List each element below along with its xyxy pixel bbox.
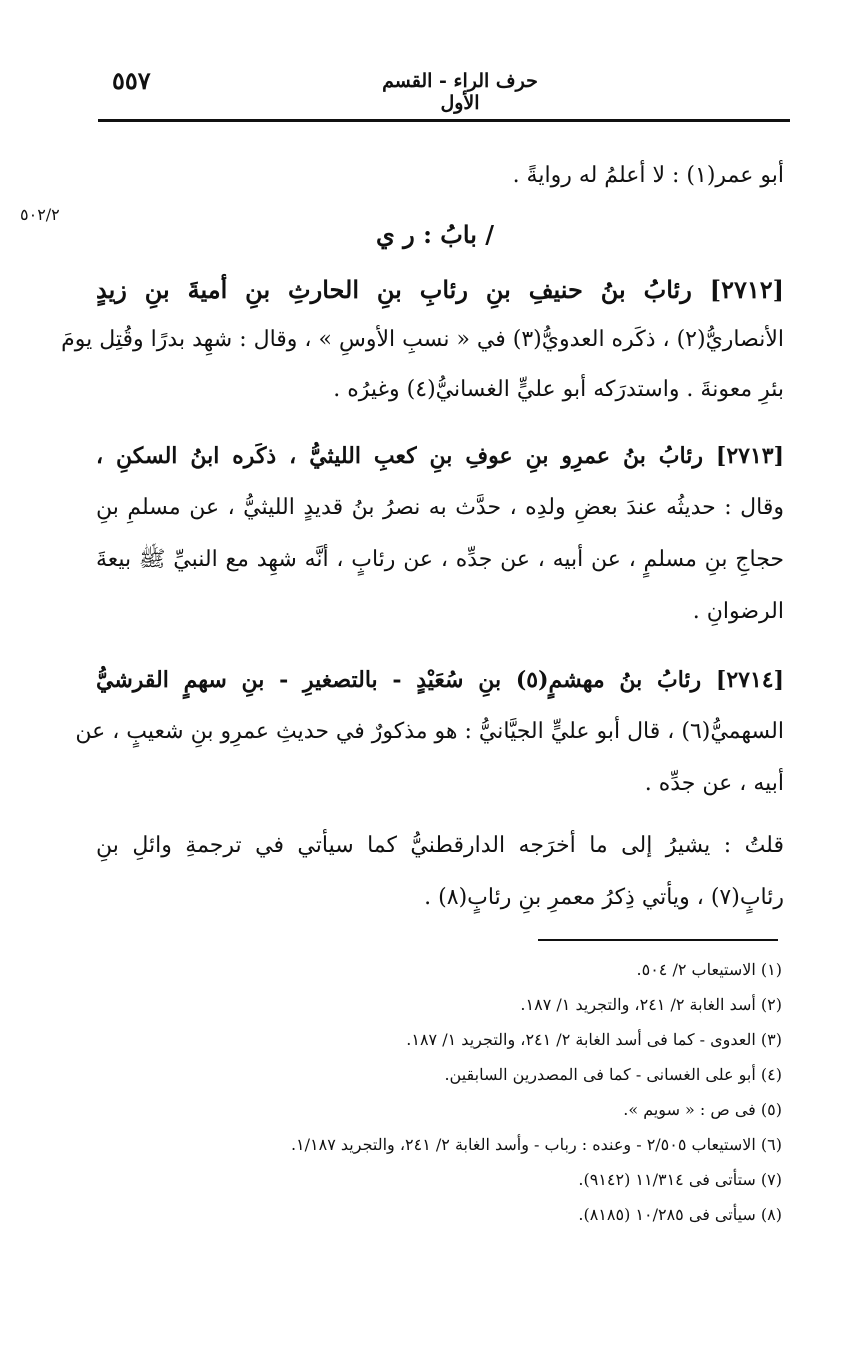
entry-2713-line-1: [٢٧١٣] رئابُ بنُ عمرِو بنِ عوفِ بنِ كعبِ الليثيُّ ، ذكَره ابنُ السكنِ ، [96,443,784,469]
entry-2712-line-2: الأنصاريُّ(٢) ، ذكَره العدويُّ(٣) في « نسبِ الأوسِ » ، وقال : شهِد بدرًا وقُتِل يومَ [61,327,784,352]
footnote-2: (٢) أسد الغابة ٢/ ٢٤١، والتجريد ١/ ١٨٧. [520,995,782,1014]
footnote-5: (٥) فى ص : « سويم ». [623,1100,782,1119]
note-line-2: رئابٍ(٧) ، ويأتي ذِكرُ معمرِ بنِ رئابٍ(٨) . [424,885,784,910]
intro-line: أبو عمر(١) : لا أعلمُ له روايةً . [512,163,784,188]
margin-reference: ٥٠٢/٢ [20,205,60,224]
running-header-title: حرف الراء - القسم الأول [382,70,538,114]
footnote-6: (٦) الاستيعاب ٢/٥٠٥ - وعنده : رباب - وأسد الغابة ٢/ ٢٤١، والتجريد ١/١٨٧. [290,1135,782,1154]
footnote-4: (٤) أبو على الغسانى - كما فى المصدرين السابقين. [444,1065,782,1084]
entry-2714-line-3: أبيه ، عن جدِّه . [644,771,784,796]
entry-2712-line-3: بئرِ معونةَ . واستدرَكه أبو عليٍّ الغسانيُّ(٤) وغيرُه . [333,377,784,402]
entry-2712-line-1: [٢٧١٢] رئابُ بنُ حنيفِ بنِ رئابِ بنِ الحارثِ بنِ أميةَ بنِ زيدٍ [96,275,784,304]
footnote-7: (٧) ستأتى فى ١١/٣١٤ (٩١٤٢). [578,1170,782,1189]
entry-2713-line-3: حجاجِ بنِ مسلمٍ ، عن أبيه ، عن جدِّه ، عن رئابٍ ، أنَّه شهِد مع النبيِّ ﷺ بيعةَ [96,547,784,572]
footnote-1: (١) الاستيعاب ٢/ ٥٠٤. [636,960,782,979]
entry-2713-line-2: وقال : حديثُه عندَ بعضِ ولدِه ، حدَّث به نصرُ بنُ قديدٍ الليثيُّ ، عن مسلمِ بنِ [96,495,784,520]
footnote-3: (٣) العدوى - كما فى أسد الغابة ٢/ ٢٤١، والتجريد ١/ ١٨٧. [406,1030,782,1049]
entry-2713-line-4: الرضوانِ . [692,599,784,624]
entry-2714-line-1: [٢٧١٤] رئابُ بنُ مهشمٍ(٥) بنِ سُعَيْدٍ - بالتصغيرِ - بنِ سهمٍ القرشيُّ [96,667,784,693]
footnote-rule [538,939,778,941]
footnote-8: (٨) سيأتى فى ١٠/٢٨٥ (٨١٨٥). [578,1205,782,1224]
section-heading: / بابُ : ر ي [375,220,494,249]
entry-2714-line-2: السهميُّ(٦) ، قال أبو عليٍّ الجيَّانيُّ : هو مذكورٌ في حديثِ عمرِو بنِ شعيبٍ ، عن [75,719,784,744]
header-rule [98,119,790,122]
note-line-1: قلتُ : يشيرُ إلى ما أخرَجه الدارقطنيُّ كما سيأتي في ترجمةِ وائلِ بنِ [96,833,784,858]
page-number: ٥٥٧ [112,66,151,95]
